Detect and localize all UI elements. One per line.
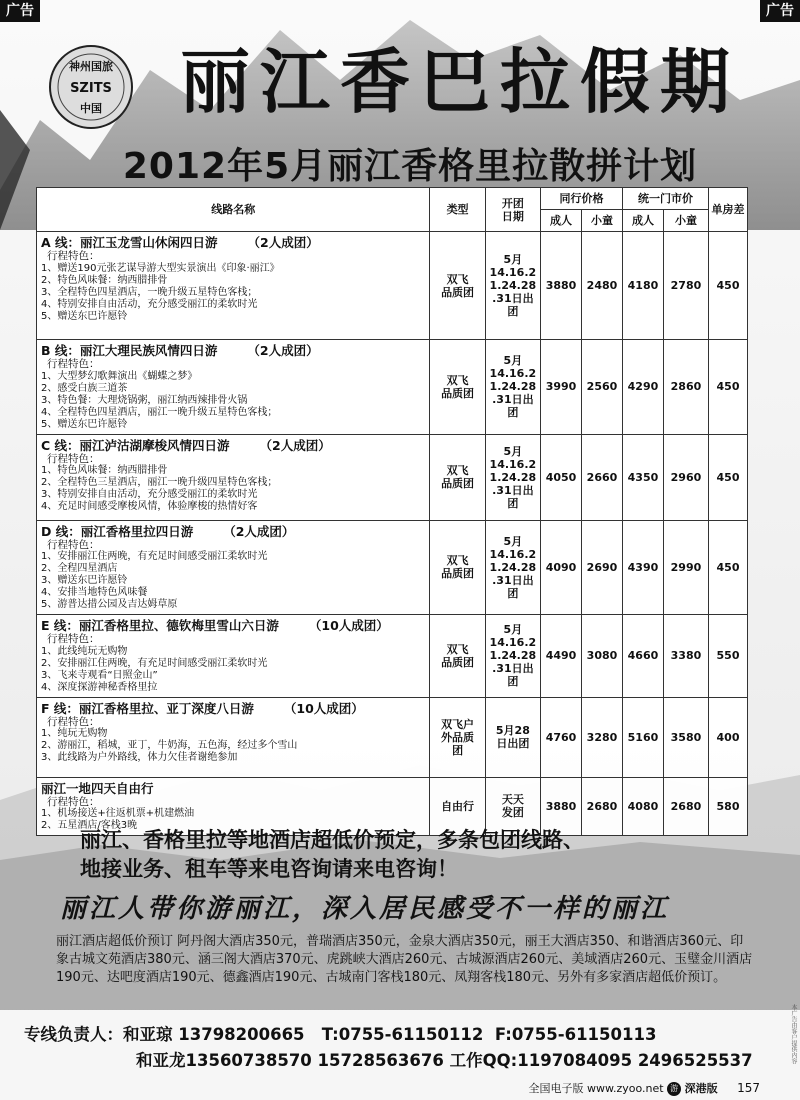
- header-route-name: 线路名称: [37, 188, 430, 232]
- retail-child-price: 2990: [663, 520, 708, 615]
- footer-badge-icon: 游: [667, 1082, 681, 1096]
- contact-row-2: [24, 1048, 784, 1074]
- single-room-supplement: 450: [709, 340, 748, 435]
- route-feature-item: 1、纯玩无购物: [41, 728, 108, 739]
- route-features-label: 行程特色：: [47, 452, 100, 465]
- route-cell: [37, 434, 430, 520]
- promo-line-2: 地接业务、租车等来电咨询请来电咨询！: [80, 857, 458, 881]
- header-retail-child: 小童: [663, 210, 708, 232]
- route-feature-item: 3、特色餐：大理烧锅粥，丽江纳西辣排骨火锅: [41, 394, 248, 406]
- route-title: [41, 618, 425, 633]
- departure-dates: 5月 14.16.2 1.24.28 .31日出 团: [485, 340, 540, 435]
- retail-child-price: 2860: [663, 340, 708, 435]
- route-title-text: 丽江一地四天自由行: [41, 780, 154, 796]
- single-room-supplement: 450: [709, 520, 748, 615]
- route-group-size: （2人成团）: [259, 437, 331, 453]
- tour-type: 双飞户 外品质 团: [430, 697, 485, 777]
- footer-edition: 深港版: [684, 1082, 718, 1095]
- route-title-text: B 线：丽江大理民族风情四日游: [41, 343, 218, 358]
- route-feature-item: 2、五星酒店/客栈3晚: [41, 820, 138, 831]
- contact-name-1: 和亚琼: [123, 1025, 173, 1044]
- peer-child-price: 2690: [582, 520, 623, 615]
- szits-logo: [48, 44, 134, 130]
- departure-dates: 5月 14.16.2 1.24.28 .31日出 团: [485, 434, 540, 520]
- script-slogan: 丽江人带你游丽江，深入居民感受不一样的丽江: [60, 894, 670, 924]
- retail-child-price: 3580: [663, 697, 708, 777]
- route-cell: [37, 232, 430, 340]
- route-feature-item: 4、充足时间感受摩梭风情，体验摩梭的热情好客: [41, 501, 258, 512]
- retail-child-price: 3380: [663, 615, 708, 698]
- promo-line-1: 丽江、香格里拉等地酒店超低价预定，多条包团线路、: [80, 828, 584, 852]
- route-title-text: D 线：丽江香格里拉四日游: [41, 523, 194, 539]
- route-feature-item: 2、全程特色三星酒店，丽江一晚升级四星特色客栈；: [41, 477, 278, 488]
- route-title: [41, 438, 425, 453]
- tour-type: 双飞 品质团: [430, 615, 485, 698]
- contact-name-2: 和亚龙: [136, 1051, 186, 1070]
- footer-site: 全国电子版 www.zyoo.net: [528, 1082, 664, 1095]
- route-feature-item: 3、全程特色四星酒店，一晚升级五星特色客栈；: [41, 286, 258, 298]
- route-features-label: 行程特色：: [47, 538, 100, 551]
- route-feature-item: 1、特色风味餐：纳西腊排骨: [41, 465, 168, 476]
- route-title: [41, 524, 425, 539]
- contact-block: [24, 1022, 784, 1074]
- route-cell: [37, 520, 430, 615]
- tour-row: [37, 434, 748, 520]
- contact-phone-2: 13560738570: [185, 1051, 312, 1070]
- peer-child-price: 2660: [582, 434, 623, 520]
- route-feature-item: 5、赠送东巴许愿铃: [41, 310, 128, 322]
- route-feature-item: 3、飞来寺观看“日照金山”: [41, 669, 158, 681]
- peer-child-price: 2680: [582, 777, 623, 836]
- logo-middle-text: SZITS: [70, 81, 112, 96]
- route-cell: [37, 697, 430, 777]
- header-departure: 开团 日期: [485, 188, 540, 232]
- tel-number: 0755-61150112: [338, 1025, 484, 1044]
- ad-label-right: 广告: [760, 0, 800, 22]
- logo-top-text: 神州国旅: [69, 60, 113, 73]
- route-feature-item: 4、深度探游神秘香格里拉: [41, 681, 158, 693]
- route-feature-item: 1、大型梦幻歌舞演出《蝴蝶之梦》: [41, 370, 198, 382]
- single-room-supplement: 580: [709, 777, 748, 836]
- route-title-text: F 线：丽江香格里拉、亚丁深度八日游: [41, 700, 254, 716]
- route-title: [41, 343, 425, 358]
- route-cell: [37, 615, 430, 698]
- route-group-size: （10人成团）: [308, 618, 389, 633]
- route-feature-item: 2、感受白族三道茶: [41, 382, 128, 394]
- route-feature-item: 1、安排丽江住两晚，有充足时间感受丽江柔软时光: [41, 551, 268, 562]
- retail-adult-price: 4080: [622, 777, 663, 836]
- single-room-supplement: 400: [709, 697, 748, 777]
- tour-row: [37, 340, 748, 435]
- peer-adult-price: 4760: [541, 697, 582, 777]
- tel-label: T:: [321, 1025, 339, 1044]
- peer-child-price: 2560: [582, 340, 623, 435]
- route-feature-item: 3、赠送东巴许愿铃: [41, 575, 128, 586]
- tour-type: 双飞 品质团: [430, 232, 485, 340]
- tour-row: [37, 520, 748, 615]
- route-group-size: （2人成团）: [247, 343, 319, 358]
- retail-child-price: 2780: [663, 232, 708, 340]
- side-note: 本广告由客户提供内容: [790, 1004, 797, 1064]
- route-title: [41, 701, 425, 716]
- qq-number-2: 2496525537: [637, 1051, 753, 1070]
- route-feature-item: 3、特别安排自由活动，充分感受丽江的柔软时光: [41, 489, 258, 500]
- route-title-text: C 线：丽江泸沽湖摩梭风情四日游: [41, 437, 230, 453]
- tour-row: [37, 615, 748, 698]
- route-feature-item: 2、安排丽江住两晚，有充足时间感受丽江柔软时光: [41, 657, 268, 669]
- route-title-text: E 线：丽江香格里拉、德钦梅里雪山六日游: [41, 618, 279, 633]
- route-feature-item: 1、赠送190元张艺谋导游大型实景演出《印象·丽江》: [41, 262, 280, 274]
- route-feature-item: 2、游丽江，稻城，亚丁，牛奶海，五色海，经过多个雪山: [41, 740, 298, 751]
- peer-adult-price: 3990: [541, 340, 582, 435]
- tour-type: 自由行: [430, 777, 485, 836]
- retail-child-price: 2680: [663, 777, 708, 836]
- route-group-size: （2人成团）: [247, 235, 319, 250]
- route-group-size: （2人成团）: [223, 523, 295, 539]
- tour-row: [37, 697, 748, 777]
- peer-adult-price: 4090: [541, 520, 582, 615]
- route-feature-item: 4、特别安排自由活动，充分感受丽江的柔软时光: [41, 298, 258, 310]
- peer-adult-price: 3880: [541, 777, 582, 836]
- route-cell: [37, 340, 430, 435]
- ad-label-left: 广告: [0, 0, 40, 22]
- tour-price-table: [36, 187, 748, 836]
- peer-adult-price: 4050: [541, 434, 582, 520]
- contact-phone-1: 13798200665: [178, 1025, 305, 1044]
- tour-row: [37, 232, 748, 340]
- promo-text: [80, 826, 770, 884]
- hotel-list: 丽江酒店超低价预订 阿丹阁大酒店350元，普瑞酒店350元，金泉大酒店350元，丽王大酒店350、和谐酒店360元、印象古城文苑酒店380元、涵三阁大酒店370元、虎跳峡大酒店260元、古城源酒店260元、美域酒店260元、玉璧金川酒店190元、达吧度酒店190元、德鑫酒店190元、古城南门客栈180元、凤翔客栈180元、另外有多家酒店超低价预订。: [56, 934, 753, 985]
- route-feature-item: 1、机场接送+往返机票+机建燃油: [41, 808, 195, 819]
- retail-adult-price: 4350: [622, 434, 663, 520]
- tour-type: 双飞 品质团: [430, 520, 485, 615]
- header-type: 类型: [430, 188, 485, 232]
- route-title: [41, 781, 425, 796]
- departure-dates: 5月 14.16.2 1.24.28 .31日出 团: [485, 520, 540, 615]
- route-group-size: （10人成团）: [283, 700, 364, 716]
- header-peer-child: 小童: [582, 210, 623, 232]
- retail-adult-price: 4290: [622, 340, 663, 435]
- route-features-label: 行程特色：: [47, 633, 100, 645]
- route-feature-item: 1、此线纯玩无购物: [41, 645, 128, 657]
- logo-bottom-text: 中国: [80, 102, 102, 115]
- header-peer-adult: 成人: [541, 210, 582, 232]
- retail-adult-price: 5160: [622, 697, 663, 777]
- route-feature-item: 4、全程特色四星酒店，丽江一晚升级五星特色客栈；: [41, 406, 278, 418]
- header-single-room: 单房差: [709, 188, 748, 232]
- route-feature-item: 5、游普达措公园及吉达姆草原: [41, 599, 178, 610]
- retail-adult-price: 4390: [622, 520, 663, 615]
- page-number: 157: [737, 1081, 760, 1095]
- route-features-label: 行程特色：: [47, 795, 100, 808]
- retail-adult-price: 4660: [622, 615, 663, 698]
- header-peer-price: 同行价格: [541, 188, 623, 210]
- single-room-supplement: 450: [709, 434, 748, 520]
- contact-row-1: [24, 1022, 784, 1048]
- route-features-label: 行程特色：: [47, 715, 100, 728]
- qq-number-1: 1197084095: [517, 1051, 633, 1070]
- route-features-label: 行程特色：: [47, 358, 100, 370]
- header-retail-price: 统一门市价: [622, 188, 708, 210]
- peer-adult-price: 3880: [541, 232, 582, 340]
- contact-phone-3: 15728563676: [317, 1051, 444, 1070]
- peer-child-price: 2480: [582, 232, 623, 340]
- route-feature-item: 2、全程四星酒店: [41, 563, 118, 574]
- departure-dates: 5月 14.16.2 1.24.28 .31日出 团: [485, 615, 540, 698]
- tour-type: 双飞 品质团: [430, 340, 485, 435]
- single-room-supplement: 550: [709, 615, 748, 698]
- peer-child-price: 3080: [582, 615, 623, 698]
- peer-child-price: 3280: [582, 697, 623, 777]
- departure-dates: 5月 14.16.2 1.24.28 .31日出 团: [485, 232, 540, 340]
- qq-label: 工作QQ:: [449, 1051, 518, 1070]
- route-feature-item: 3、此线路为户外路线，体力欠佳者谢绝参加: [41, 752, 238, 763]
- contact-label: 专线负责人：: [24, 1025, 123, 1044]
- tour-rows: [37, 232, 748, 836]
- retail-child-price: 2960: [663, 434, 708, 520]
- single-room-supplement: 450: [709, 232, 748, 340]
- route-feature-item: 2、特色风味餐：纳西腊排骨: [41, 274, 168, 286]
- route-features-label: 行程特色：: [47, 250, 100, 262]
- page-footer: [529, 1080, 760, 1096]
- route-title-text: A 线：丽江玉龙雪山休闲四日游: [41, 235, 218, 250]
- route-feature-item: 4、安排当地特色风味餐: [41, 587, 148, 598]
- retail-adult-price: 4180: [622, 232, 663, 340]
- brand-title: 丽江香巴拉假期: [180, 41, 740, 123]
- header-retail-adult: 成人: [622, 210, 663, 232]
- page-subtitle: 2012年5月丽江香格里拉散拼计划: [122, 146, 698, 187]
- tour-type: 双飞 品质团: [430, 434, 485, 520]
- route-title: [41, 235, 425, 250]
- fax-label: F:: [494, 1025, 512, 1044]
- peer-adult-price: 4490: [541, 615, 582, 698]
- departure-dates: 5月28 日出团: [485, 697, 540, 777]
- route-feature-item: 5、赠送东巴许愿铃: [41, 418, 128, 430]
- departure-dates: 天天 发团: [485, 777, 540, 836]
- fax-number: 0755-61150113: [511, 1025, 657, 1044]
